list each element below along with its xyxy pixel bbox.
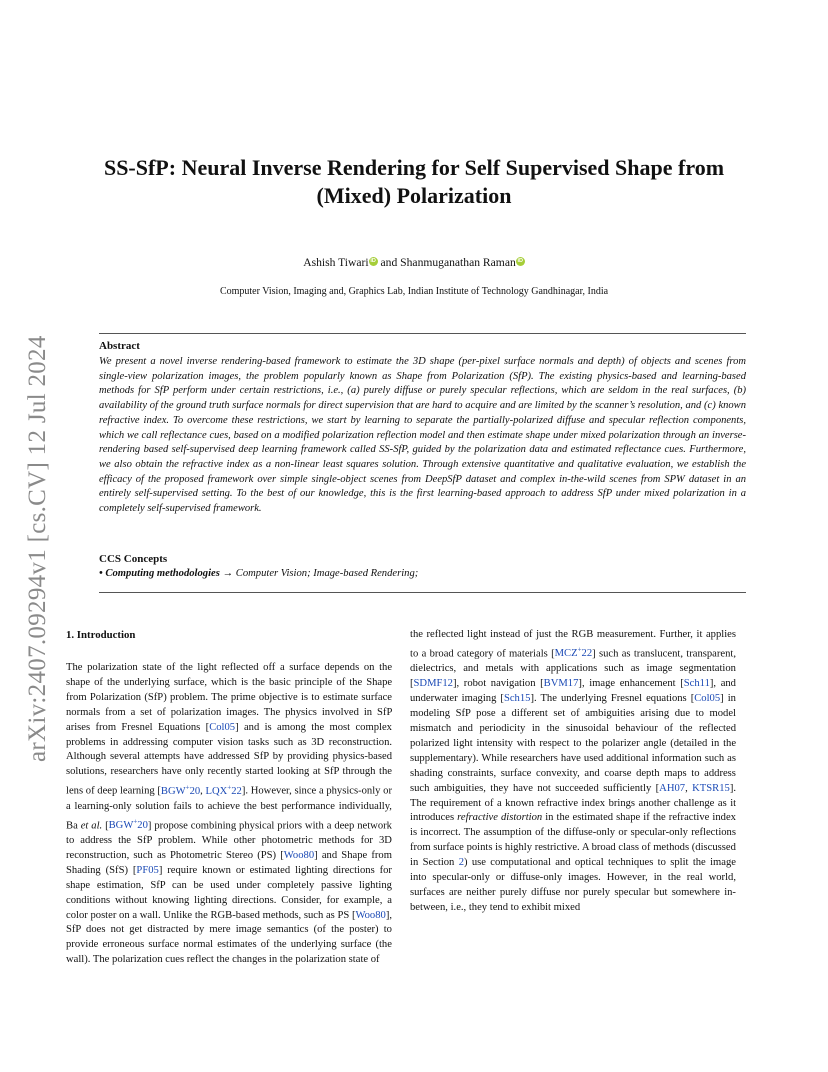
body-text: . However, since a physics-only or a learning-only solution fails to achieve the best performance individually, Ba	[66, 785, 392, 832]
citation-link[interactable]: Sch15	[503, 693, 531, 705]
ccs-concept-list: Computer Vision; Image-based Rendering;	[235, 568, 419, 579]
citation-link[interactable]: Col05	[209, 721, 236, 733]
body-text: propose combining physical priors with a deep network to address the SfP problem. While other photometric methods for 3D reconstruction, such as Photometric Stereo (PS)	[66, 820, 392, 861]
abstract-heading: Abstract	[99, 340, 140, 352]
arxiv-stamp	[20, 292, 60, 762]
title-line-2: (Mixed) Polarization	[316, 183, 512, 208]
body-text: The polarization state of the light reflected off a surface depends on the shape of the underlying surface, which is the basic principle of the Shape from Polarization (SfP) problem. The prime objective is to estimate surface normals from a set of polarization images. The physics involved in SfP arises from Fresnel Equations	[66, 662, 392, 733]
body-text: , SfP does not get distracted by mere image semantics (of the poster) to provide erroneous surface normal estimates of the underlying surface (the wall). The polarization cues reflect the changes in the polarization state of	[66, 909, 392, 966]
affiliation: Computer Vision, Imaging and, Graphics Lab, Indian Institute of Technology Gandhinagar, India	[219, 286, 609, 297]
citation-link[interactable]: PF05	[136, 864, 159, 876]
citation-link[interactable]: MCZ+22	[554, 645, 593, 660]
citation-link[interactable]: LQX+22	[205, 783, 242, 797]
paper-title	[60, 154, 768, 210]
ccs-concepts	[99, 568, 418, 579]
ccs-category: Computing methodologies	[105, 568, 220, 579]
ccs-arrow: →	[222, 568, 234, 579]
citation-link[interactable]: KTSR15	[692, 782, 730, 794]
et-al: et al.	[80, 820, 103, 832]
orcid-icon[interactable]: iD	[517, 258, 524, 264]
intro-paragraph-continued: the reflected light instead of just the RGB measurement. Further, it applies to a broad category of materials [MCZ+22] such as translucent, transparent, dielectrics, and metals with applications such as image segmentation [SDMF12], robot navigation [BVM17], image enhancement [Sch11], and underwater imaging [Sch15]. The underlying Fresnel equations [Col05] in modeling SfP pose a different set of ambiguities arising due to model mismatch and periodicity in the sinusoidal behaviour of the reflected polarized light intensity with respect to the polarizer angle (detailed in the supplementary). While researchers have used additional information such as shading constraints, surface convexity, and coarse depth maps to address such ambiguities, they have not succeeded sufficiently [AH07, KTSR15]. The requirement of a known refractive index brings another challenge as it introduces refractive distortion in the estimated shape if the refractive index is incorrect. The assumption of the diffuse-only or specular-only reflections from surface points is highly restrictive. A broad class of methods (discussed in Section 2) use computational and optical techniques to split the image into specular-only or diffuse-only images. However, in the real world, surfaces are neither purely diffuse nor purely specular but somewhere in-between, i.e., they tend to exhibit mixed	[410, 629, 736, 913]
citation-separator: ,	[200, 785, 206, 797]
body-text: and Shape from Shading (SfS)	[66, 849, 392, 876]
citation-separator: ,	[685, 782, 693, 794]
citation-link[interactable]: Woo80	[283, 849, 315, 861]
body-text	[102, 820, 105, 831]
section-heading-introduction: 1. Introduction	[66, 629, 136, 641]
arxiv-stamp-text: arXiv:2407.09294v1 [cs.CV] 12 Jul 2024	[24, 335, 51, 762]
section-link[interactable]: 2	[458, 857, 464, 869]
author-connector: and	[377, 256, 401, 269]
citation-link[interactable]: Sch11	[683, 678, 710, 690]
citation-link[interactable]: AH07	[659, 782, 686, 794]
orcid-icon[interactable]: iD	[370, 258, 376, 264]
author-list	[60, 256, 768, 270]
bottom-divider	[99, 592, 746, 593]
top-divider	[99, 333, 746, 334]
left-column	[66, 628, 392, 972]
body-text: and is among the most complex problems in addressing computer vision tasks such as 3D reconstruction. Although several attempts have addressed SfP by providing physics-based solutions, researchers have only recently started looking at SfP through the lens of deep learning	[66, 721, 392, 797]
citation-link[interactable]: Col05	[694, 693, 721, 705]
citation-link[interactable]: BGW+20	[160, 783, 201, 797]
intro-paragraph: The polarization state of the light reflected off a surface depends on the shape of the underlying surface, which is the basic principle of the Shape from Polarization (SfP) problem. The prime objective is to estimate surface normals from a set of polarization images. The physics involved in SfP arises from Fresnel Equations [Col05] and is among the most complex problems in addressing computer vision tasks such as 3D reconstruction. Although several attempts have addressed SfP by providing physics-based solutions, researchers have only recently started looking at SfP through the lens of deep learning [BGW+20, LQX+22]. However, since a physics-only or a learning-only solution fails to achieve the best performance individually, Ba et al. [BGW+20] propose combining physical priors with a deep network to address the SfP problem. While other photometric methods for 3D reconstruction, such as Photometric Stereo (PS) [Woo80] and Shape from Shading (SfS) [PF05] require known or estimated lighting directions for shape estimation, SfP can be used under completely passive lighting conditions without knowing lighting directions. Consider, for example, a color poster on a wall. Unlike the RGB-based methods, such as PS [Woo80], SfP does not get distracted by mere image semantics (of the poster) to provide erroneous surface normal estimates of the underlying surface (the wall). The polarization cues reflect the changes in the polarization state of	[66, 662, 392, 966]
abstract-text: We present a novel inverse rendering-based framework to estimate the 3D shape (per-pixel surface normals and depth) of objects and scenes from single-view polarization images, the problem popularly known as Shape from Polarization (SfP). The existing physics-based and learning-based methods for SfP perform under certain restrictions, i.e., (a) purely diffuse or purely specular reflections, which are seldom in the real surfaces, (b) availability of the ground truth surface normals for direct supervision that are hard to acquire and are limited by the scanner’s resolution, and (c) known refractive index. To overcome these restrictions, we start by learning to separate the partially-polarized diffuse and specular reflection components, which we call reflectance cues, based on a modified polarization reflection model and then estimate shape under mixed polarization through an inverse-rendering based self-supervised deep learning framework called SS-SfP, guided by the polarization data and estimated reflectance cues. Furthermore, we also obtain the refractive index as a non-linear least squares solution. Through extensive quantitative and qualitative evaluation, we establish the efficacy of the proposed framework over simple single-object scenes from DeepSfP dataset and complex in-the-wild scenes from SPW dataset in an entirely self-supervised setting. To the best of our knowledge, this is the first learning-based approach to address SfP under mixed polarization in a completely self-supervised framework.	[99, 356, 746, 515]
author-2: Shanmuganathan Raman	[400, 256, 516, 269]
emphasis-text: refractive distortion	[457, 812, 543, 824]
citation-link[interactable]: BVM17	[543, 678, 579, 690]
author-1: Ashish Tiwari	[303, 256, 369, 269]
body-text: require known or estimated lighting directions for shape estimation, SfP can be used under completely passive lighting conditions without knowing lighting directions. Consider, for example, a color poster on a wall. Unlike the RGB-based methods, such as PS	[66, 864, 392, 921]
citation-link[interactable]: BGW+20	[108, 817, 148, 832]
ccs-heading: CCS Concepts	[99, 553, 168, 565]
ccs-bullet: •	[99, 568, 103, 579]
right-column	[410, 628, 736, 972]
citation-link[interactable]: SDMF12	[413, 678, 453, 690]
citation-link[interactable]: Woo80	[355, 909, 386, 921]
title-line-1: SS-SfP: Neural Inverse Rendering for Self Supervised Shape from	[103, 155, 725, 180]
